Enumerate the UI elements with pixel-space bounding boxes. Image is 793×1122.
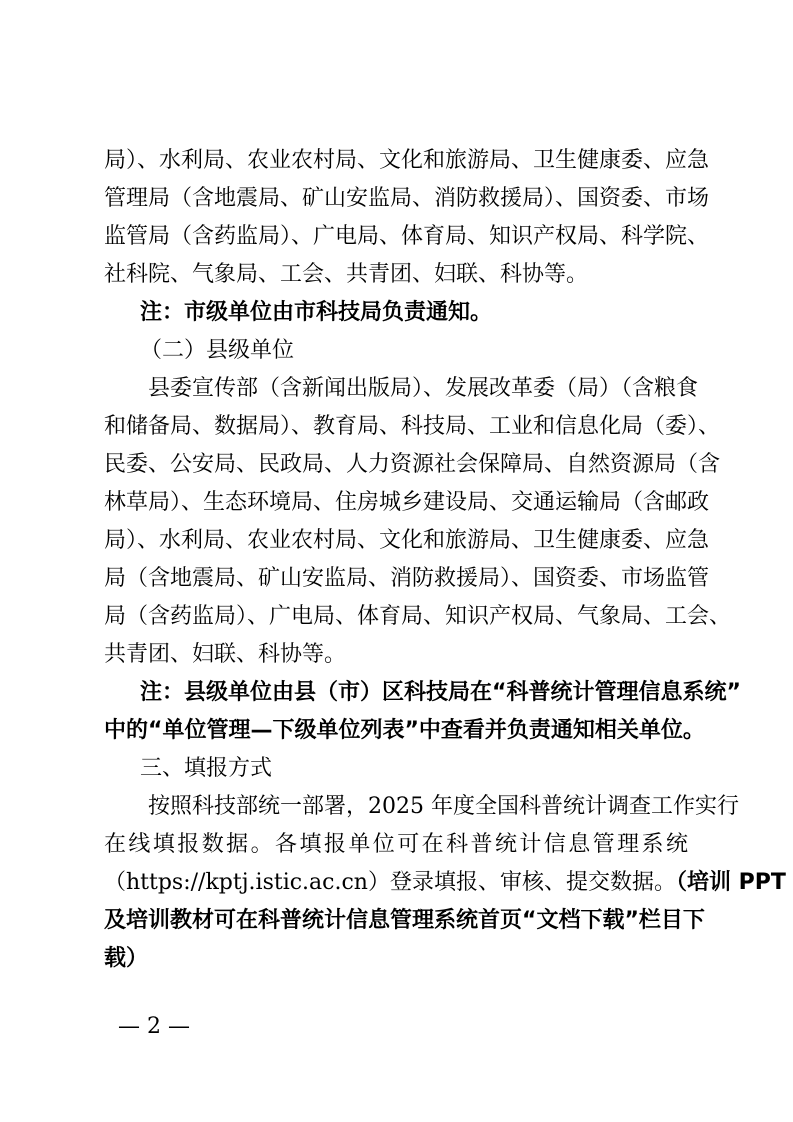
county-list-line-7: 局（含药监局）、广电局、体育局、知识产权局、气象局、工会、: [104, 604, 732, 629]
note-city: 注：市级单位由市科技局负责通知。: [140, 300, 493, 325]
city-list-line-4: 社科院、气象局、工会、共青团、妇联、科协等。: [104, 262, 589, 287]
fill-line-3-text: （https://kptj.istic.ac.cn）登录填报、审核、提交数据。: [104, 870, 676, 895]
city-list-line-1: 局）、水利局、农业农村局、文化和旅游局、卫生健康委、应急: [104, 148, 710, 173]
county-list-line-8: 共青团、妇联、科协等。: [104, 642, 347, 667]
fill-bold-line-1: 及培训教材可在科普统计信息管理系统首页“文档下载”栏目下: [104, 908, 705, 933]
note-county-line-1: 注：县级单位由县（市）区科技局在“科普统计管理信息系统”: [140, 680, 741, 705]
section-heading-fill-method: 三、填报方式: [140, 756, 273, 781]
city-list-line-3: 监管局（含药监局）、广电局、体育局、知识产权局、科学院、: [104, 224, 710, 249]
fill-line-2: 在线填报数据。各填报单位可在科普统计信息管理系统: [104, 832, 688, 857]
fill-line-3-bold-tail: （培训 PPT: [675, 870, 786, 895]
fill-line-3: [104, 868, 786, 898]
county-list-line-2: 和储备局、数据局）、教育局、科技局、工业和信息化局（委）、: [104, 414, 721, 439]
county-list-line-4: 林草局）、生态环境局、住房城乡建设局、交通运输局（含邮政: [104, 490, 710, 515]
city-list-line-2: 管理局（含地震局、矿山安监局、消防救援局）、国资委、市场: [104, 186, 710, 211]
county-list-line-6: 局（含地震局、矿山安监局、消防救援局）、国资委、市场监管: [104, 566, 710, 591]
county-heading: （二）县级单位: [140, 338, 295, 363]
page-number: — 2 —: [118, 1014, 190, 1039]
county-list-line-1: 县委宣传部（含新闻出版局）、发展改革委（局）（含粮食: [148, 376, 699, 401]
note-county-line-2: 中的“单位管理—下级单位列表”中查看并负责通知相关单位。: [104, 718, 705, 743]
fill-line-1: 按照科技部统一部署，2025 年度全国科普统计调查工作实行: [148, 794, 739, 819]
county-list-line-3: 民委、公安局、民政局、人力资源社会保障局、自然资源局（含: [104, 452, 721, 477]
county-list-line-5: 局）、水利局、农业农村局、文化和旅游局、卫生健康委、应急: [104, 528, 710, 553]
fill-bold-line-2: 载）: [104, 946, 149, 971]
